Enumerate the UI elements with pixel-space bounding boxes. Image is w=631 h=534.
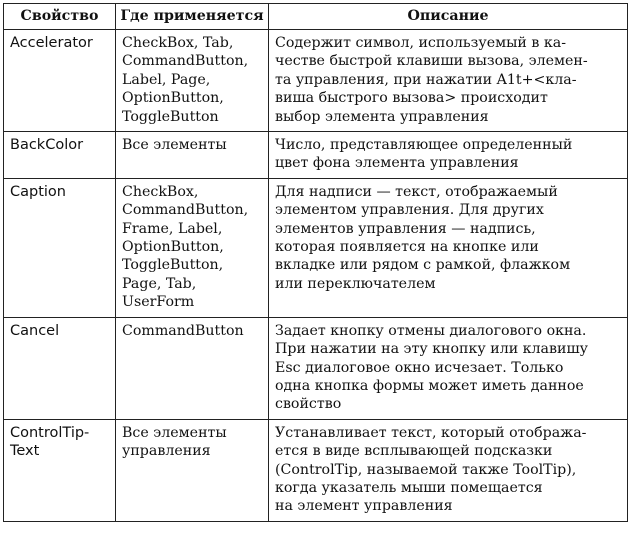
applies-to-cell: [116, 419, 269, 521]
applies-to-line: CommandButton,: [122, 202, 249, 219]
applies-to-line: UserForm: [122, 294, 195, 311]
description-line: Esc диалоговое окно исчезает. Только: [275, 359, 564, 376]
header-applies-to: Где применяется: [116, 4, 269, 30]
applies-to-line: CommandButton,: [122, 53, 249, 70]
description-line: вкладке или рядом с рамкой, флажком: [275, 257, 571, 274]
description-cell: [269, 30, 628, 132]
description-line: Задает кнопку отмены диалогового окна.: [275, 322, 587, 339]
description-line: одна кнопка формы может иметь данное: [275, 377, 584, 394]
description-line: свойство: [275, 396, 342, 413]
table-row: [4, 132, 628, 179]
table-row: [4, 30, 628, 132]
property-name: BackColor: [4, 132, 116, 179]
description-line: та управления, при нажатии A1t+<кла-: [275, 71, 577, 88]
property-name: Caption: [4, 178, 116, 317]
applies-to-line: Все элементы: [122, 424, 227, 441]
applies-to-line: управления: [122, 443, 211, 460]
description-cell: [269, 178, 628, 317]
description-line: Для надписи — текст, отображаемый: [275, 183, 558, 200]
table-row: [4, 178, 628, 317]
description-line: элементов управления — надпись,: [275, 220, 536, 237]
table-row: [4, 317, 628, 419]
description-line: виша быстрого вызова> происходит: [275, 90, 548, 107]
applies-to-line: Page, Tab,: [122, 275, 197, 292]
description-line: (ControlTip, называемой также ToolTip),: [275, 461, 577, 478]
table-row: [4, 419, 628, 521]
description-line: Устанавливает текст, который отобража-: [275, 424, 587, 441]
description-line: Число, представляющее определенный: [275, 137, 573, 154]
applies-to-line: Label, Page,: [122, 71, 211, 88]
property-name: Cancel: [4, 317, 116, 419]
properties-table: [3, 3, 628, 522]
applies-to-line: Frame, Label,: [122, 220, 223, 237]
description-line: ется в виде всплывающей подсказки: [275, 443, 553, 460]
applies-to-cell: [116, 30, 269, 132]
applies-to-line: ToggleButton,: [122, 257, 224, 274]
description-line: на элемент управления: [275, 498, 453, 515]
header-description: Описание: [269, 4, 628, 30]
applies-to-line: CheckBox, Tab,: [122, 35, 234, 51]
applies-to-cell: [116, 132, 269, 179]
header-row: [4, 4, 628, 30]
applies-to-line: OptionButton,: [122, 239, 224, 256]
description-line: честве быстрой клавиши вызова, элемен-: [275, 53, 588, 70]
property-name: [4, 419, 116, 521]
applies-to-line: CommandButton: [122, 322, 244, 339]
description-line: когда указатель мыши помещается: [275, 479, 543, 496]
applies-to-cell: [116, 317, 269, 419]
header-property: Свойство: [4, 4, 116, 30]
description-cell: [269, 132, 628, 179]
property-name-text: ControlTip- Text: [10, 424, 90, 460]
applies-to-cell: [116, 178, 269, 317]
description-line: При нажатии на эту кнопку или клавишу: [275, 341, 588, 358]
description-line: Содержит символ, используемый в ка-: [275, 35, 567, 51]
description-line: которая появляется на кнопке или: [275, 239, 539, 256]
property-name: Accelerator: [4, 30, 116, 132]
applies-to-line: Все элементы: [122, 137, 227, 154]
description-line: элементом управления. Для других: [275, 202, 544, 219]
description-line: цвет фона элемента управления: [275, 155, 519, 172]
description-line: или переключателем: [275, 275, 436, 292]
applies-to-line: ToggleButton: [122, 108, 219, 125]
applies-to-line: CheckBox,: [122, 183, 199, 200]
description-cell: [269, 317, 628, 419]
description-cell: [269, 419, 628, 521]
applies-to-line: OptionButton,: [122, 90, 224, 107]
description-line: выбор элемента управления: [275, 108, 489, 125]
